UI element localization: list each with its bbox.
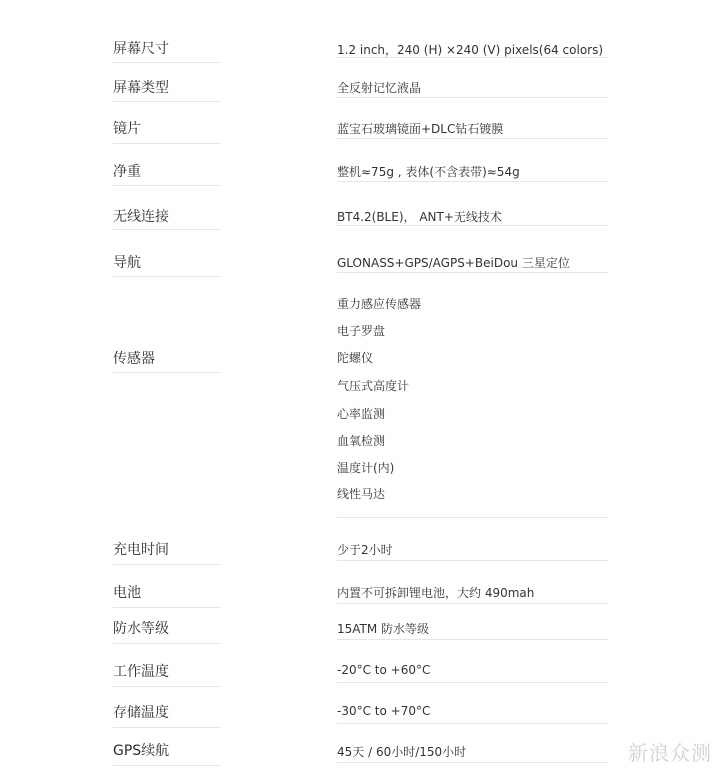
label-divider [113,101,221,102]
spec-value: 蓝宝石玻璃镜面+DLC钻石镀膜 [337,122,504,136]
label-divider [113,643,221,644]
sensor-item: 心率监测 [337,407,386,421]
sensor-item: 温度计(内) [337,461,395,475]
spec-label: 镜片 [113,121,141,137]
spec-label: 工作温度 [113,664,169,680]
sensor-item: 线性马达 [337,487,386,501]
sensor-item: 陀螺仪 [337,351,374,365]
value-divider [337,225,608,226]
spec-label: 充电时间 [113,542,169,558]
spec-label: 传感器 [113,351,155,367]
spec-label: 净重 [113,164,141,180]
label-divider [113,765,221,766]
spec-value: -30°C to +70°C [337,704,431,718]
spec-label: 屏幕尺寸 [113,41,169,57]
spec-value: BT4.2(BLE)， ANT+无线技术 [337,210,502,224]
label-divider [113,727,221,728]
value-divider [337,723,608,724]
label-divider [113,564,221,565]
value-divider [337,181,608,182]
spec-value: 1.2 inch，240 (H) ×240 (V) pixels(64 colors) [337,43,604,57]
spec-label: 防水等级 [113,621,169,637]
label-divider [113,229,221,230]
value-divider [337,517,608,518]
spec-value: 整机≈75g , 表体(不含表带)≈54g [337,165,520,179]
spec-value: 15ATM 防水等级 [337,622,430,636]
value-divider [337,97,608,98]
spec-value: 45天 / 60小时/150小时 [337,745,467,759]
watermark: 新浪众测 [628,741,712,765]
spec-value: 内置不可拆卸锂电池，大约 490mah [337,586,535,600]
value-divider [337,138,608,139]
label-divider [113,62,221,63]
value-divider [337,603,608,604]
value-divider [337,57,608,58]
spec-label: 无线连接 [113,209,169,225]
spec-label: 导航 [113,255,141,271]
spec-label: GPS续航 [113,743,170,759]
value-divider [337,682,608,683]
value-divider [337,560,608,561]
sensor-item: 血氧检测 [337,434,386,448]
sensor-item: 气压式高度计 [337,379,410,393]
label-divider [113,185,221,186]
value-divider [337,762,608,763]
value-divider [337,272,608,273]
label-divider [113,143,221,144]
spec-label: 存储温度 [113,705,169,721]
sensor-item: 电子罗盘 [337,324,386,338]
label-divider [113,607,221,608]
spec-label: 屏幕类型 [113,80,169,96]
sensor-item: 重力感应传感器 [337,297,422,311]
spec-value: 全反射记忆液晶 [337,81,422,95]
spec-value: GLONASS+GPS/AGPS+BeiDou 三星定位 [337,256,570,270]
spec-label: 电池 [113,585,141,601]
label-divider [113,276,221,277]
spec-value: 少于2小时 [337,543,393,557]
value-divider [337,639,608,640]
spec-value: -20°C to +60°C [337,663,431,677]
label-divider [113,686,221,687]
label-divider [113,372,221,373]
